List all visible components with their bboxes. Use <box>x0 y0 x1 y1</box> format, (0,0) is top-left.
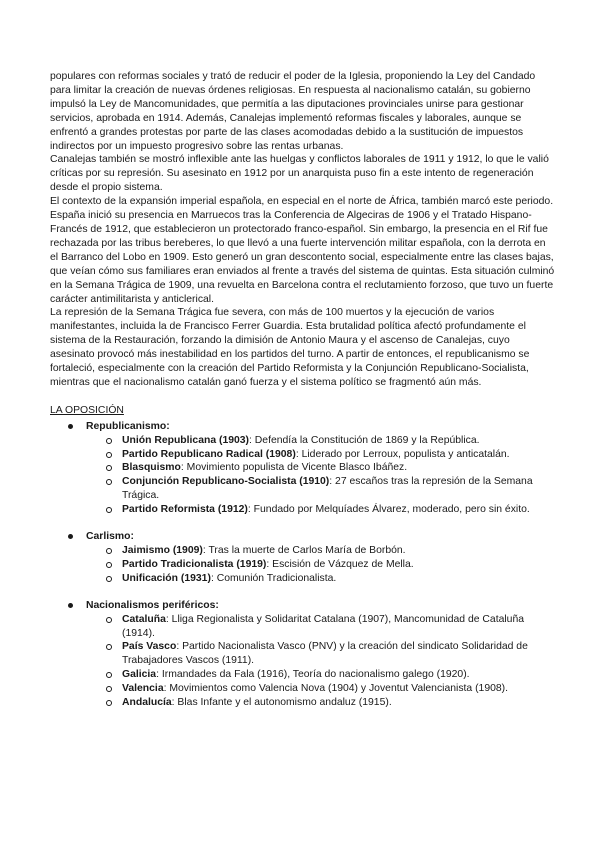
item-name: Partido Reformista (1912) <box>122 504 248 516</box>
section-title: LA OPOSICIÓN <box>50 404 124 416</box>
circle-bullet-icon <box>106 507 112 513</box>
circle-bullet-icon <box>106 479 112 485</box>
sub-list <box>86 613 556 710</box>
item-name: Blasquismo <box>122 462 181 474</box>
item-description: : Liderado por Lerroux, populista y anticatalán. <box>295 448 510 460</box>
sub-list <box>86 434 556 517</box>
list-item <box>86 558 556 572</box>
item-name: Conjunción Republicano-Socialista (1910) <box>122 476 330 488</box>
list-item <box>86 613 556 641</box>
circle-bullet-icon <box>106 672 112 678</box>
item-description: : Tras la muerte de Carlos María de Borbón. <box>202 545 406 556</box>
circle-bullet-icon <box>106 465 112 471</box>
group-republicanismo <box>50 420 556 517</box>
paragraph-semana-tragica: La represión de la Semana Trágica fue severa, con más de 100 muertos y la ejecución de varios manifestantes, incluida la de Francisco Ferrer Guardia. Esta brutalidad política afectó profundamente el sistema de la Restauración, forzando la dimisión de Antonio Maura y el ascenso de Canalejas, cuyo asesinato provocó más inestabilidad en los partidos del turno. A partir de entonces, el republicanismo se fortaleció, especialmente con la creación del Partido Reformista y la Conjunción Republicano-Socialista, mientras que el nacionalismo catalán ganó fuerza y el sistema político se fragmentó aún más. <box>50 307 530 388</box>
circle-bullet-icon <box>106 700 112 706</box>
group-title: Carlismo: <box>86 531 134 543</box>
paragraph-canalejas-repression: Canalejas también se mostró inflexible ante las huelgas y conflictos laborales de 1911 y 1912, lo que le valió críticas por su represión. Su asesinato en 1912 por un anarquista puso fin a este intento de regeneración desde el propio sistema. <box>50 154 549 194</box>
item-name: Andalucía <box>122 697 172 709</box>
item-description: : Blas Infante y el autonomismo andaluz (1915). <box>171 697 392 709</box>
group-title: Nacionalismos periféricos: <box>86 599 219 611</box>
body-text <box>50 70 556 390</box>
item-description: : Fundado por Melquíades Álvarez, moderado, pero sin éxito. <box>247 504 530 516</box>
list-item <box>86 448 556 462</box>
list-item <box>86 682 556 696</box>
circle-bullet-icon <box>106 452 112 458</box>
list-item <box>86 640 556 668</box>
document-body <box>50 70 556 710</box>
item-description: : Lliga Regionalista y Solidaritat Catalana (1907), Mancomunidad de Cataluña (1914). <box>122 613 525 639</box>
circle-bullet-icon <box>106 548 112 554</box>
item-description: : Irmandades da Fala (1916), Teoría do nacionalismo galego (1920). <box>156 669 470 681</box>
item-name: Unificación (1931) <box>122 572 211 584</box>
item-name: Partido Republicano Radical (1908) <box>122 448 296 460</box>
list-item <box>86 434 556 448</box>
list-item <box>86 696 556 710</box>
list-item <box>86 461 556 475</box>
list-item <box>86 475 556 503</box>
list-item <box>86 544 556 558</box>
item-description: : Comunión Tradicionalista. <box>210 572 337 584</box>
item-description: : Escisión de Vázquez de Mella. <box>266 558 414 570</box>
bullet-icon <box>68 424 73 429</box>
circle-bullet-icon <box>106 438 112 444</box>
paragraph-canalejas-reforms: populares con reformas sociales y trató de reducir el poder de la Iglesia, proponiendo la Ley del Candado para limitar la creación de nuevas órdenes religiosas. En respuesta al nacionalismo catalán, su gobierno impulsó la Ley de Mancomunidades, que permitía a las diputaciones provinciales unirse para gestionar servicios, aprobada en 1914. Además, Canalejas implementó reformas fiscales y laborales, aunque se enfrentó a grandes protestas por parte de las clases acomodadas debido a la sustitución de impuestos indirectos por un impuesto progresivo sobre las rentas urbanas. <box>50 71 536 152</box>
circle-bullet-icon <box>106 617 112 623</box>
bullet-icon <box>68 603 73 608</box>
circle-bullet-icon <box>106 562 112 568</box>
opposition-list <box>50 420 556 710</box>
item-name: Partido Tradicionalista (1919) <box>122 558 267 570</box>
group-nacionalismos <box>50 599 556 710</box>
circle-bullet-icon <box>106 576 112 582</box>
item-name: Cataluña <box>122 613 166 625</box>
item-description: : Movimiento populista de Vicente Blasco Ibáñez. <box>180 462 408 474</box>
item-description: : Movimientos como Valencia Nova (1904) y Joventut Valencianista (1908). <box>163 683 509 695</box>
item-name: Valencia <box>122 683 164 695</box>
circle-bullet-icon <box>106 644 112 650</box>
item-name: Unión Republicana (1903) <box>122 434 250 446</box>
bullet-icon <box>68 534 73 539</box>
list-item <box>86 503 556 517</box>
group-title: Republicanismo: <box>86 420 170 432</box>
item-name: Jaimismo (1909) <box>122 545 203 556</box>
list-item <box>86 668 556 682</box>
item-description: : 27 escaños tras la represión de la Semana Trágica. <box>122 476 533 502</box>
circle-bullet-icon <box>106 686 112 692</box>
item-name: País Vasco <box>122 641 177 653</box>
group-carlismo <box>50 530 556 586</box>
paragraph-imperial-expansion: El contexto de la expansión imperial española, en especial en el norte de África, también marcó este periodo. España inició su presencia en Marruecos tras la Conferencia de Algeciras de 1906 y el Tratado Hispano-Francés de 1912, que establecieron un protectorado franco-español. Sin embargo, la presencia en el Rif fue rechazada por las tribus bereberes, lo que llevó a una fuerte intervención militar española, con la derrota en el Barranco del Lobo en 1909. Esto generó un gran descontento social, especialmente entre las clases bajas, que veían cómo sus familiares eran enviados al frente a través del sistema de quintas. Esta situación culminó en la Semana Trágica de 1909, una revuelta en Barcelona contra el reclutamiento forzoso, que tuvo un fuerte carácter antimilitarista y anticlerical. <box>50 196 555 305</box>
item-name: Galicia <box>122 669 157 681</box>
item-description: : Defendía la Constitución de 1869 y la República. <box>249 434 480 446</box>
item-description: : Partido Nacionalista Vasco (PNV) y la creación del sindicato Solidaridad de Trabajadores Vascos (1911). <box>122 641 528 667</box>
sub-list <box>86 544 556 586</box>
list-item <box>86 572 556 586</box>
